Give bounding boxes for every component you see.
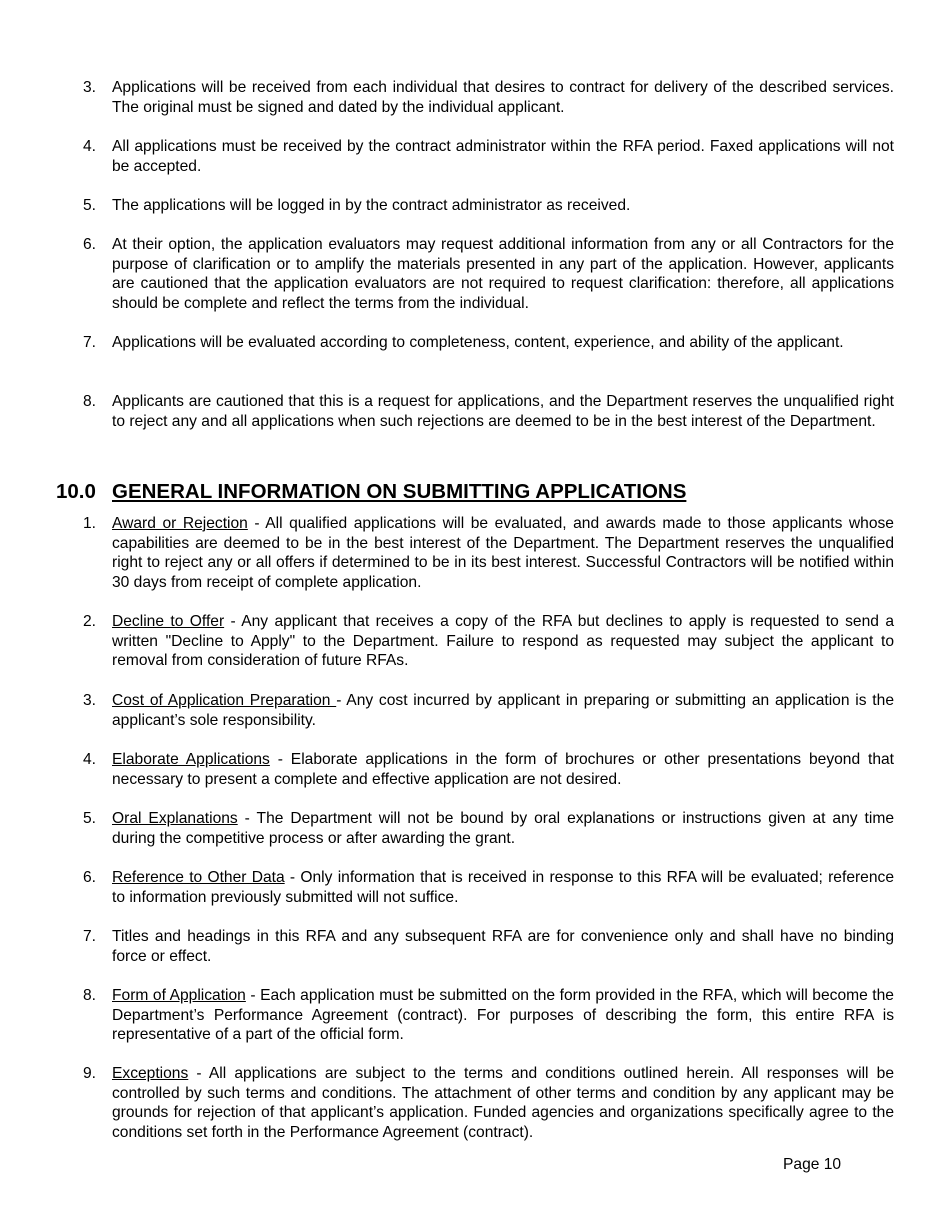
item-body: Titles and headings in this RFA and any subsequent RFA are for convenience only and shall have no binding force or effect. [112,928,894,965]
item-text: Applications will be evaluated according to completeness, content, experience, and ability of the applicant. [112,334,844,351]
item-number: 6. [83,236,97,253]
item-text [112,612,894,671]
item-number: 5. [83,810,97,827]
item-number: 8. [83,393,97,410]
item-text [112,691,894,730]
section-heading [56,480,686,504]
section-number: 10.0 [56,480,96,503]
item-number: 7. [83,334,97,351]
item-text [112,927,894,966]
item-text: All applications must be received by the contract administrator within the RFA period. Faxed applications will not be accepted. [112,138,894,175]
item-body: - Any cost incurred by applicant in preparing or submitting an application is the applicant’s sole responsibility. [112,692,894,729]
item-text [112,809,894,848]
item-number: 5. [83,197,97,214]
item-number: 2. [83,613,97,630]
item-body: - Each application must be submitted on the form provided in the RFA, which will become the Department’s Performance Agreement (contract). For purposes of describing the form, this entire RFA is representative of a part of the official form. [112,987,894,1043]
item-text [112,868,894,907]
section-title: GENERAL INFORMATION ON SUBMITTING APPLICATIONS [112,480,687,503]
item-text [112,986,894,1045]
item-term: Award or Rejection [112,515,248,532]
item-body: - Elaborate applications in the form of brochures or other presentations beyond that necessary to present a complete and effective application are not desired. [112,751,895,788]
page-number: Page 10 [783,1156,842,1173]
item-number: 3. [83,692,97,709]
item-body: - Any applicant that receives a copy of the RFA but declines to apply is requested to send a written "Decline to Apply" to the Department. Failure to respond as requested may subject the applicant to removal from consideration of future RFAs. [112,613,894,669]
item-number: 6. [83,869,97,886]
item-number: 7. [83,928,97,945]
item-number: 8. [83,987,97,1004]
item-number: 4. [83,138,97,155]
item-body: - All qualified applications will be evaluated, and awards made to those applicants whose capabilities are deemed to be in the best interest of the Department. The Department reserves the unqualified right to reject any or all offers if determined to be in its best interest. Successful Contractors will be notified within 30 days from receipt of complete application. [112,515,894,591]
item-text: The applications will be logged in by the contract administrator as received. [112,197,631,214]
item-text [112,514,894,592]
item-number: 3. [83,79,97,96]
item-term: Oral Explanations [112,810,238,827]
item-number: 1. [83,515,97,532]
item-text [112,750,894,789]
item-term: Reference to Other Data [112,869,285,886]
item-body: - The Department will not be bound by oral explanations or instructions given at any time during the competitive process or after awarding the grant. [112,810,894,847]
item-number: 9. [83,1065,97,1082]
item-term: Cost of Application Preparation [112,692,337,709]
item-term: Decline to Offer [112,613,225,630]
item-term: Form of Application [112,987,246,1004]
item-text: Applicants are cautioned that this is a request for applications, and the Department reserves the unqualified right to reject any and all applications when such rejections are deemed to be in the best interest of the Department. [112,393,894,430]
item-body: - All applications are subject to the terms and conditions outlined herein. All responses will be controlled by such terms and conditions. The attachment of other terms and condition by any applicant may be grounds for rejection of that applicant’s application. Funded agencies and organizations specifically agree to the conditions set forth in the Performance Agreement (contract). [112,1065,894,1141]
item-term: Elaborate Applications [112,751,270,768]
item-text: At their option, the application evaluators may request additional information from any or all Contractors for the purpose of clarification or to amplify the materials presented in any part of the application. However, applicants are cautioned that the application evaluators are not required to request clarification: therefore, all applications should be complete and reflect the terms from the individual. [112,236,894,312]
item-text: Applications will be received from each individual that desires to contract for delivery of the described services. The original must be signed and dated by the individual applicant. [112,79,894,116]
item-number: 4. [83,751,97,768]
item-text [112,1064,894,1142]
item-body: - Only information that is received in response to this RFA will be evaluated; reference to information previously submitted will not suffice. [112,869,894,906]
item-term: Exceptions [112,1065,189,1082]
